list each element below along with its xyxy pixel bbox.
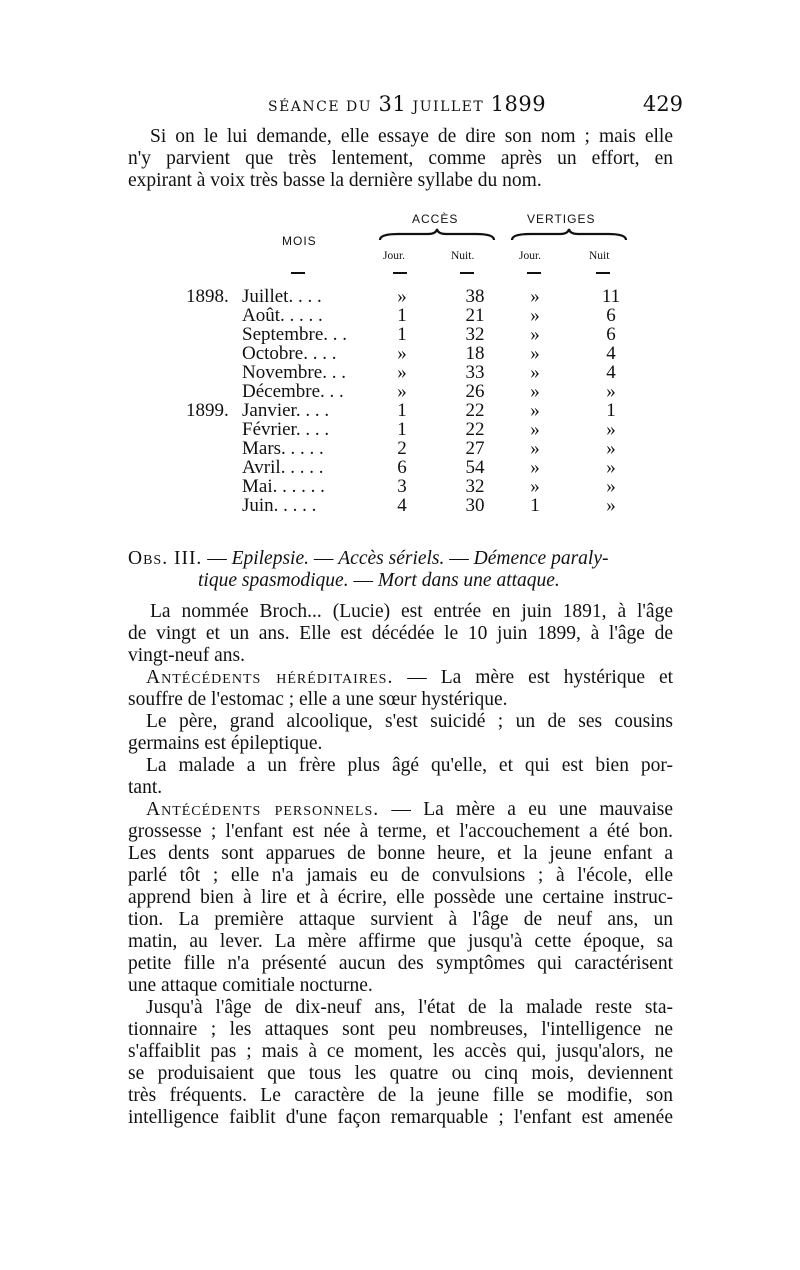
row-acces-jour: 1	[397, 324, 407, 345]
row-acces-nuit: 21	[465, 305, 485, 326]
row-vertiges-nuit: 11	[601, 286, 621, 307]
paragraph-2	[128, 667, 673, 711]
text-line: petite fille n'a présenté aucun des symptômes qui caractérisent	[128, 953, 673, 974]
row-vertiges-nuit: »	[606, 381, 616, 402]
header-rule	[291, 272, 305, 274]
intro-line: Si on le lui demande, elle essaye de dire son nom ; mais elle	[150, 126, 673, 147]
col-header-mois: MOIS	[282, 234, 317, 248]
row-month: Janvier. . . .	[242, 401, 330, 421]
row-vertiges-nuit: »	[606, 495, 616, 516]
row-acces-jour: 2	[397, 438, 407, 459]
row-acces-nuit: 38	[465, 286, 485, 307]
row-acces-nuit: 32	[465, 324, 485, 345]
row-acces-jour: 1	[397, 400, 407, 421]
text-line	[128, 667, 673, 689]
text-line: Jusqu'à l'âge de dix-neuf ans, l'état de la malade reste sta-	[146, 997, 673, 1018]
row-vertiges-jour: 1	[530, 495, 540, 516]
obs-tique: tique spasmodique.	[198, 570, 349, 591]
row-acces-nuit: 33	[465, 362, 485, 383]
row-acces-jour: »	[397, 362, 407, 383]
header-rule	[393, 272, 407, 274]
text-line: de vingt et un ans. Elle est décédée le 10 juin 1899, à l'âge de	[128, 623, 673, 644]
text-line: souffre de l'estomac ; elle a une sœur hystérique.	[128, 689, 508, 710]
text-line: intelligence faiblit d'une façon remarquable ; l'enfant est amenée	[128, 1107, 673, 1128]
row-acces-nuit: 30	[465, 495, 485, 516]
row-vertiges-jour: »	[530, 438, 540, 459]
text-line: s'affaiblit pas ; mais à ce moment, les accès qui, jusqu'alors, ne	[128, 1041, 673, 1062]
row-month: Mai. . . . . .	[242, 477, 325, 497]
obs-epilepsie: Epilepsie.	[231, 548, 310, 569]
text-line: une attaque comitiale nocturne.	[128, 975, 373, 996]
subheader-jour-2: Jour.	[519, 250, 542, 262]
section-heading: Antécédents personnels.	[146, 799, 380, 820]
obs-line-2	[128, 570, 678, 592]
intro-line: expirant à voix très basse la dernière syllabe du nom.	[128, 170, 542, 191]
subheader-nuit: Nuit.	[451, 250, 475, 262]
obs-demence: Démence paraly-	[473, 548, 609, 569]
row-acces-nuit: 54	[465, 457, 485, 478]
row-vertiges-nuit: »	[606, 457, 616, 478]
paragraph-3	[128, 711, 673, 755]
header-rule	[596, 272, 610, 274]
row-acces-jour: »	[397, 343, 407, 364]
obs-mort: Mort dans une attaque.	[377, 570, 560, 591]
header-title	[268, 92, 546, 116]
header-month: JUILLET	[412, 99, 485, 115]
observation-heading	[128, 548, 678, 592]
text-line: se produisaient que tous les quatre ou cinq mois, deviennent	[128, 1063, 673, 1084]
row-vertiges-jour: »	[530, 286, 540, 307]
paragraph-6	[128, 997, 673, 1129]
row-vertiges-jour: »	[530, 343, 540, 364]
row-month: Juin. . . . .	[242, 496, 317, 516]
text-line: très fréquents. Le caractère de la jeune fille se modifie, son	[128, 1085, 673, 1106]
row-month: Juillet. . . .	[242, 287, 322, 307]
row-vertiges-nuit: 6	[606, 305, 616, 326]
row-acces-jour: 3	[397, 476, 407, 497]
section-heading: Antécédents héréditaires.	[146, 667, 394, 688]
row-acces-jour: 1	[397, 305, 407, 326]
text-line: grossesse ; l'enfant est née à terme, et l'accouchement a été bon.	[128, 821, 673, 842]
row-vertiges-jour: »	[530, 419, 540, 440]
subheader-nuit-2: Nuit	[589, 250, 610, 262]
row-acces-nuit: 22	[465, 400, 485, 421]
obs-acces-seriels: Accès sériels.	[338, 548, 445, 569]
page-number: 429	[642, 92, 683, 116]
text-line: parlé tôt ; elle n'a jamais eu de convulsions ; à l'école, elle	[128, 865, 673, 886]
text-line	[128, 799, 673, 821]
text-line: Le père, grand alcoolique, s'est suicidé ; un de ses cousins	[146, 711, 673, 732]
subheader-jour: Jour.	[383, 250, 406, 262]
row-vertiges-nuit: 1	[606, 400, 616, 421]
row-year: 1898.	[186, 286, 229, 307]
text-fragment: — La mère est hystérique et	[407, 667, 674, 688]
header-prefix: SÉANCE DU	[268, 99, 373, 115]
header-year: 1899	[490, 92, 547, 116]
text-line: tion. La première attaque survient à l'âge de neuf ans, un	[128, 909, 673, 930]
obs-dash: —	[353, 570, 373, 591]
obs-line-1	[128, 548, 678, 570]
paragraph-4	[128, 755, 673, 799]
header-rule	[527, 272, 541, 274]
row-vertiges-jour: »	[530, 362, 540, 383]
row-month: Février. . . .	[242, 420, 330, 440]
row-vertiges-jour: »	[530, 381, 540, 402]
row-acces-nuit: 22	[465, 419, 485, 440]
running-header	[128, 92, 683, 118]
text-line: La nommée Broch... (Lucie) est entrée en juin 1891, à l'âge	[150, 601, 673, 622]
text-line: vingt-neuf ans.	[128, 645, 245, 666]
obs-label: Obs. III.	[128, 548, 203, 569]
row-vertiges-nuit: 6	[606, 324, 616, 345]
intro-paragraph	[128, 126, 673, 192]
row-month: Août. . . . .	[242, 306, 323, 326]
row-vertiges-jour: »	[530, 400, 540, 421]
row-vertiges-nuit: »	[606, 438, 616, 459]
row-vertiges-nuit: »	[606, 419, 616, 440]
row-acces-jour: 6	[397, 457, 407, 478]
col-header-vertiges: VERTIGES	[527, 212, 596, 226]
text-line: germains est épileptique.	[128, 733, 323, 754]
row-vertiges-jour: »	[530, 305, 540, 326]
row-month: Novembre. . .	[242, 363, 346, 383]
row-month: Octobre. . . .	[242, 344, 337, 364]
row-acces-nuit: 26	[465, 381, 485, 402]
text-line: tionnaire ; les attaques sont peu nombreuses, l'intelligence ne	[128, 1019, 673, 1040]
row-month: Mars. . . . .	[242, 439, 324, 459]
row-vertiges-nuit: 4	[606, 343, 616, 364]
text-line: La malade a un frère plus âgé qu'elle, et qui est bien por-	[146, 755, 673, 776]
row-acces-jour: »	[397, 286, 407, 307]
acces-brace	[378, 228, 496, 242]
row-acces-nuit: 27	[465, 438, 485, 459]
row-month: Septembre. . .	[242, 325, 348, 345]
row-vertiges-jour: »	[530, 457, 540, 478]
row-year: 1899.	[186, 400, 229, 421]
intro-line: n'y parvient que très lentement, comme après un effort, en	[128, 148, 673, 169]
paragraph-1	[128, 601, 673, 667]
row-acces-jour: »	[397, 381, 407, 402]
text-line: Les dents sont apparues de bonne heure, et la jeune enfant a	[128, 843, 673, 864]
text-fragment: — La mère a eu une mauvaise	[391, 799, 673, 820]
obs-dash: —	[449, 548, 469, 569]
row-acces-nuit: 32	[465, 476, 485, 497]
row-acces-jour: 4	[397, 495, 407, 516]
row-vertiges-jour: »	[530, 476, 540, 497]
text-line: apprend bien à lire et à écrire, elle possède une certaine instruc-	[128, 887, 673, 908]
row-vertiges-nuit: »	[606, 476, 616, 497]
row-vertiges-nuit: 4	[606, 362, 616, 383]
col-header-acces: ACCÈS	[412, 212, 459, 226]
obs-dash: —	[207, 548, 227, 569]
header-rule	[460, 272, 474, 274]
row-acces-jour: 1	[397, 419, 407, 440]
text-line: tant.	[128, 777, 163, 798]
row-acces-nuit: 18	[465, 343, 485, 364]
header-day: 31	[378, 92, 407, 116]
text-line: matin, au lever. La mère affirme que jusqu'à cette époque, sa	[128, 931, 673, 952]
vertiges-brace	[510, 228, 628, 242]
obs-dash: —	[313, 548, 334, 569]
row-month: Décembre. . .	[242, 382, 344, 402]
paragraph-5	[128, 799, 673, 997]
row-vertiges-jour: »	[530, 324, 540, 345]
row-month: Avril. . . . .	[242, 458, 324, 478]
